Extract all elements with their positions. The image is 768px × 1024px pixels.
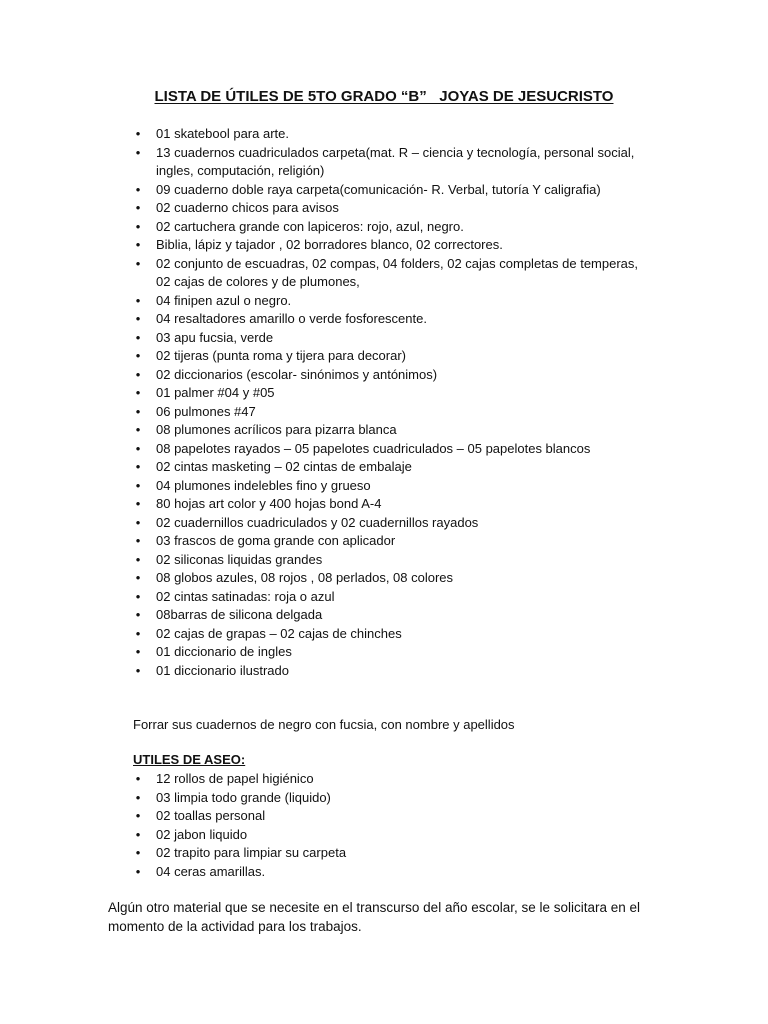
- bullet-icon: •: [135, 459, 141, 474]
- list-item: [133, 532, 653, 551]
- bullet-icon: •: [135, 218, 141, 234]
- bullet-icon: •: [135, 403, 141, 419]
- bullet-icon: •: [135, 292, 141, 308]
- bullet-icon: •: [135, 771, 141, 786]
- bullet-icon: •: [135, 789, 141, 805]
- list-item: [133, 329, 653, 348]
- list-item: [133, 477, 653, 496]
- list-item-text: 02 cintas masketing – 02 cintas de embalaje: [156, 459, 412, 474]
- list-item-text: 01 palmer #04 y #05: [156, 385, 275, 400]
- list-item: [133, 458, 653, 477]
- list-item: [133, 440, 653, 459]
- list-item-text: 02 cajas de grapas – 02 cajas de chinches: [156, 625, 402, 641]
- bullet-icon: •: [135, 496, 141, 511]
- hygiene-heading: UTILES DE ASEO:: [133, 752, 246, 767]
- list-item: [133, 844, 653, 863]
- list-item-text: 02 diccionarios (escolar- sinónimos y antónimos): [156, 366, 438, 382]
- list-item-text: 08 papelotes rayados – 05 papelotes cuadriculados – 05 papelotes blancos: [156, 440, 591, 456]
- bullet-icon: •: [135, 329, 141, 345]
- list-item: [133, 606, 653, 625]
- list-item: [133, 807, 653, 826]
- list-item-text: 02 tijeras (punta roma y tijera para decorar): [156, 348, 407, 363]
- list-item-text: 08 globos azules, 08 rojos , 08 perlados, 08 colores: [156, 570, 454, 585]
- list-item: [133, 588, 653, 607]
- list-item: [133, 826, 653, 845]
- bullet-icon: •: [135, 588, 141, 604]
- list-item-text: 02 trapito para limpiar su carpeta: [156, 845, 347, 860]
- bullet-icon: •: [135, 311, 141, 326]
- bullet-icon: •: [135, 514, 141, 530]
- hygiene-list: [133, 770, 653, 881]
- list-item-text: 08barras de silicona delgada: [156, 607, 323, 622]
- list-item-text: 09 cuaderno doble raya carpeta(comunicación- R. Verbal, tutoría Y caligrafia): [156, 181, 601, 197]
- bullet-icon: •: [135, 126, 141, 141]
- list-item: [133, 662, 653, 681]
- list-item: [133, 384, 653, 403]
- list-item-text: 02 cintas satinadas: roja o azul: [156, 588, 335, 604]
- list-item: [133, 125, 653, 144]
- list-item-text: 13 cuadernos cuadriculados carpeta(mat. R – ciencia y tecnología, personal social, ingles, computación, religión): [156, 144, 635, 178]
- list-item: [133, 310, 653, 329]
- list-item-text: 02 cuadernillos cuadriculados y 02 cuadernillos rayados: [156, 514, 479, 530]
- list-item-text: 08 plumones acrílicos para pizarra blanca: [156, 422, 397, 437]
- list-item: [133, 421, 653, 440]
- list-item: [133, 218, 653, 237]
- list-item: [133, 789, 653, 808]
- bullet-icon: •: [135, 863, 141, 879]
- bullet-icon: •: [135, 440, 141, 456]
- bullet-icon: •: [135, 348, 141, 363]
- list-item-text: 04 ceras amarillas.: [156, 863, 266, 879]
- list-item-text: 06 pulmones #47: [156, 403, 256, 419]
- list-item: [133, 643, 653, 662]
- list-item: [133, 569, 653, 588]
- list-item-text: 01 diccionario de ingles: [156, 644, 292, 659]
- bullet-icon: •: [135, 533, 141, 548]
- list-item: [133, 181, 653, 200]
- list-item-text: 01 skatebool para arte.: [156, 126, 289, 141]
- list-item-text: 04 finipen azul o negro.: [156, 292, 292, 308]
- list-item-text: 12 rollos de papel higiénico: [156, 771, 314, 786]
- list-item-text: 02 conjunto de escuadras, 02 compas, 04 folders, 02 cajas completas de temperas, 02 cajas de colores y de plumones,: [156, 255, 639, 289]
- bullet-icon: •: [135, 570, 141, 585]
- list-item-text: 02 cartuchera grande con lapiceros: rojo, azul, negro.: [156, 218, 464, 234]
- supply-list: [133, 125, 653, 680]
- list-item-text: 04 resaltadores amarillo o verde fosforescente.: [156, 311, 427, 326]
- bullet-icon: •: [135, 422, 141, 437]
- bullet-icon: •: [135, 845, 141, 860]
- bullet-icon: •: [135, 826, 141, 842]
- list-item-text: 80 hojas art color y 400 hojas bond A-4: [156, 496, 382, 511]
- list-item-text: 04 plumones indelebles fino y grueso: [156, 477, 371, 493]
- bullet-icon: •: [135, 662, 141, 678]
- bullet-icon: •: [135, 644, 141, 659]
- list-item: [133, 199, 653, 218]
- bullet-icon: •: [135, 385, 141, 400]
- list-item-text: 03 frascos de goma grande con aplicador: [156, 533, 396, 548]
- list-item: [133, 255, 653, 292]
- list-item: [133, 292, 653, 311]
- list-item-text: 01 diccionario ilustrado: [156, 662, 289, 678]
- bullet-icon: •: [135, 200, 141, 215]
- bullet-icon: •: [135, 366, 141, 382]
- bullet-icon: •: [135, 181, 141, 197]
- closing-paragraph: Algún otro material que se necesite en el transcurso del año escolar, se le solicitara en el momento de la actividad para los trabajos.: [108, 900, 641, 934]
- list-item: [133, 495, 653, 514]
- list-item-text: 02 siliconas liquidas grandes: [156, 551, 323, 567]
- list-item-text: 02 toallas personal: [156, 808, 266, 823]
- list-item-text: 03 apu fucsia, verde: [156, 329, 274, 345]
- bullet-icon: •: [135, 237, 141, 252]
- list-item-text: 02 jabon liquido: [156, 826, 248, 842]
- list-item-text: Biblia, lápiz y tajador , 02 borradores blanco, 02 correctores.: [156, 237, 503, 252]
- list-item-text: 03 limpia todo grande (liquido): [156, 789, 331, 805]
- list-item: [133, 347, 653, 366]
- list-item: [133, 863, 653, 882]
- list-item: [133, 403, 653, 422]
- list-item: [133, 366, 653, 385]
- list-item-text: 02 cuaderno chicos para avisos: [156, 200, 339, 215]
- bullet-icon: •: [135, 551, 141, 567]
- list-item: [133, 236, 653, 255]
- cover-note: Forrar sus cuadernos de negro con fucsia, con nombre y apellidos: [133, 717, 515, 732]
- bullet-icon: •: [135, 255, 141, 271]
- bullet-icon: •: [135, 144, 141, 160]
- list-item: [133, 625, 653, 644]
- list-item: [133, 144, 653, 181]
- bullet-icon: •: [135, 808, 141, 823]
- bullet-icon: •: [135, 607, 141, 622]
- bullet-icon: •: [135, 477, 141, 493]
- list-item: [133, 514, 653, 533]
- list-item: [133, 770, 653, 789]
- bullet-icon: •: [135, 625, 141, 641]
- list-item: [133, 551, 653, 570]
- page-title: LISTA DE ÚTILES DE 5TO GRADO “B” JOYAS DE JESUCRISTO: [154, 88, 614, 105]
